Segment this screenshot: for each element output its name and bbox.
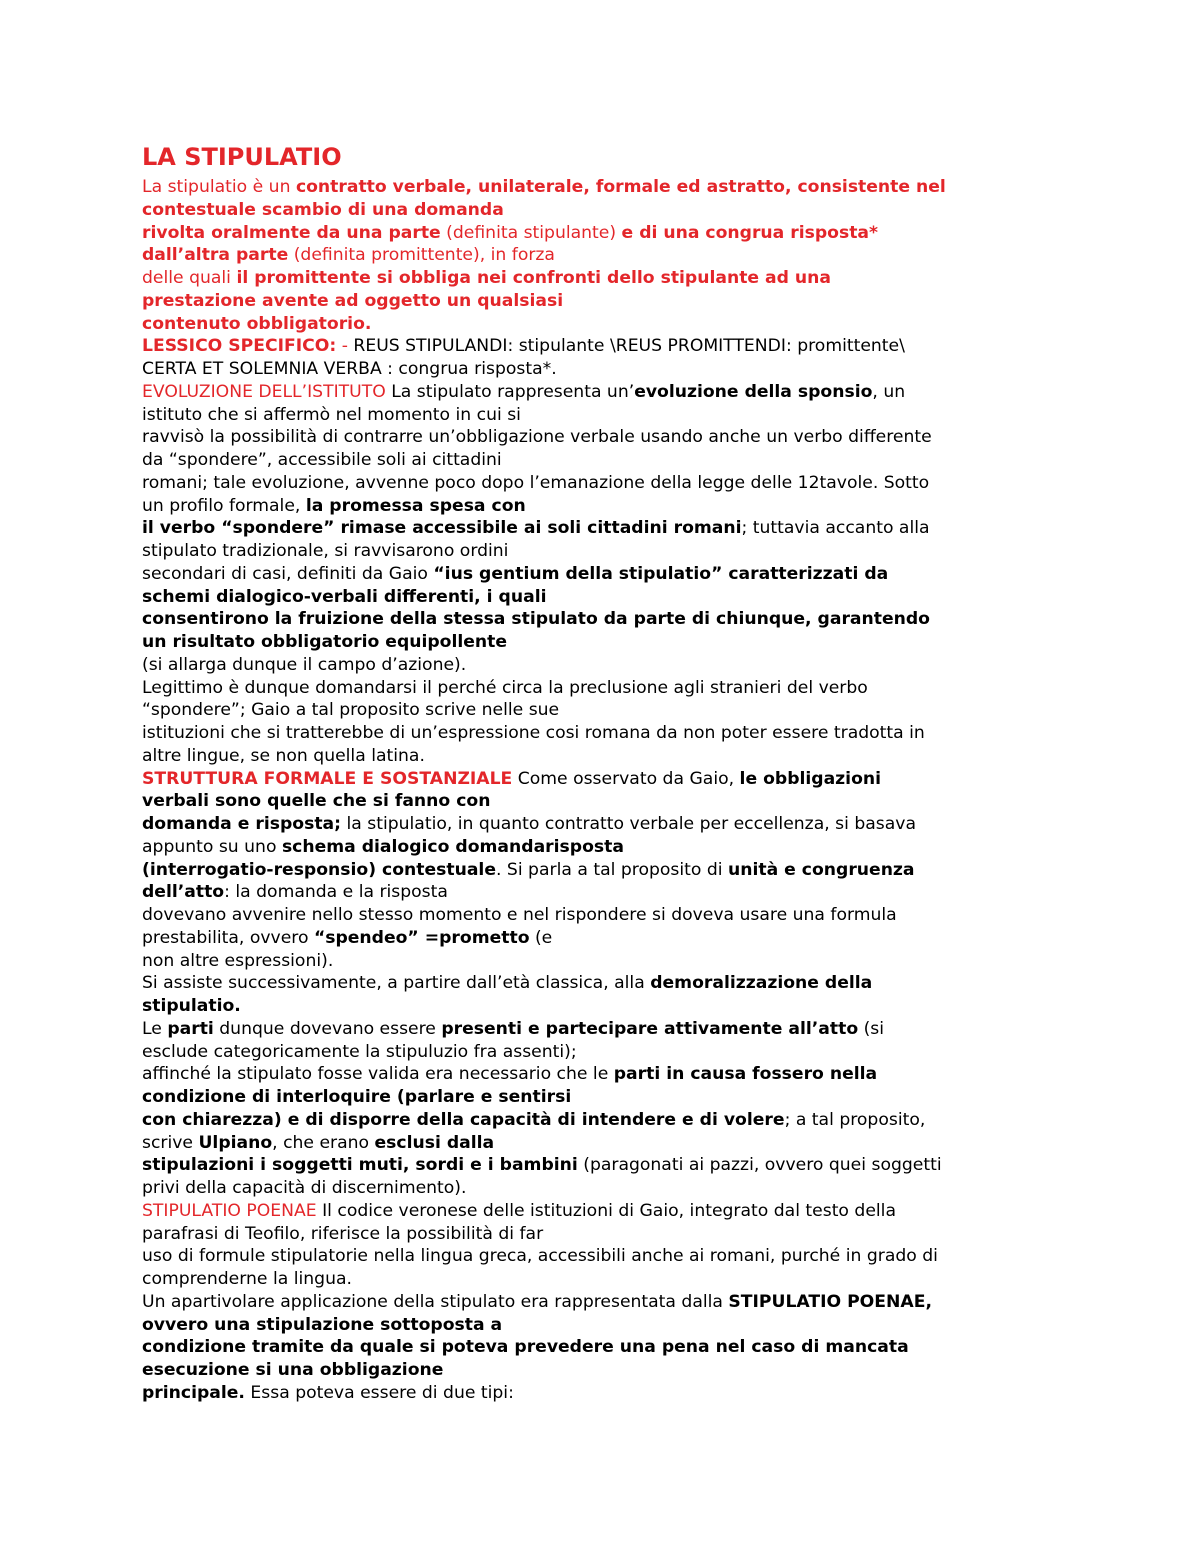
text-line <box>142 1245 1062 1268</box>
text-line <box>142 517 1062 540</box>
text-line <box>142 222 1062 245</box>
document-body <box>142 142 1062 1405</box>
text-run: ovvero una stipulazione sottoposta a <box>142 1314 503 1335</box>
text-run: Si assiste successivamente, a partire dall’età classica, alla <box>142 973 651 994</box>
text-line <box>142 1291 1062 1314</box>
text-run: privi della capacità di discernimento). <box>142 1178 467 1198</box>
text-line <box>142 313 1062 336</box>
text-run: il verbo “spondere” rimase accessibile ai soli cittadini romani <box>142 518 742 539</box>
text-run: (paragonati ai pazzi, ovvero quei soggetti <box>577 1155 942 1176</box>
text-run: affinché la stipulato fosse valida era necessario che le <box>142 1064 614 1085</box>
text-run: condizione tramite da quale si poteva prevedere una pena nel caso di mancata <box>142 1337 909 1358</box>
text-run: il promittente si obbliga nei confronti dello stipulante ad una <box>236 268 832 288</box>
text-line <box>142 1359 1062 1382</box>
text-run: principale. <box>142 1382 245 1403</box>
text-line <box>142 1177 1062 1200</box>
text-run: Essa poteva essere di due tipi: <box>244 1382 514 1403</box>
text-line <box>142 472 1062 495</box>
text-line <box>142 495 1062 518</box>
text-run: parafrasi di Teofilo, riferisce la possibilità di far <box>142 1223 544 1244</box>
text-line <box>142 972 1062 995</box>
text-run: da “spondere”, accessibile soli ai cittadini <box>142 450 502 470</box>
text-line <box>142 358 1062 381</box>
text-line <box>142 335 1062 358</box>
text-run: - <box>336 336 354 357</box>
text-run: STIPULATIO POENAE, <box>728 1291 932 1312</box>
text-run: la stipulatio, in quanto contratto verbale per eccellenza, si basava <box>341 814 916 834</box>
text-run: uso di formule stipulatorie nella lingua greca, accessibili anche ai romani, purché in grado di <box>142 1246 938 1267</box>
text-run: Un apartivolare applicazione della stipulato era rappresentata dalla <box>142 1291 729 1312</box>
text-run: STIPULATIO POENAE <box>142 1200 317 1221</box>
text-run: comprenderne la lingua. <box>142 1269 352 1289</box>
text-run: CERTA ET SOLEMNIA VERBA : congrua risposta*. <box>142 359 557 379</box>
text-line <box>142 631 1062 654</box>
text-run: STRUTTURA FORMALE E SOSTANZIALE <box>142 768 513 789</box>
text-run: esclude categoricamente la stipuluzio fra assenti); <box>142 1041 577 1062</box>
text-run: prestazione avente ad oggetto un qualsiasi <box>142 290 564 311</box>
text-run: appunto su uno <box>142 836 282 857</box>
text-run: Il codice veronese delle istituzioni di Gaio, integrato dal testo della <box>316 1200 896 1221</box>
text-line <box>142 1154 1062 1177</box>
text-run: (si allarga dunque il campo d’azione). <box>142 654 467 675</box>
text-line <box>142 1041 1062 1064</box>
text-run: LESSICO SPECIFICO: <box>142 336 337 357</box>
text-run: un profilo formale, <box>142 495 306 516</box>
text-line <box>142 790 1062 813</box>
text-run: condizione di interloquire (parlare e sentirsi <box>142 1087 572 1107</box>
text-run: “ius gentium della stipulatio” caratterizzati da <box>433 563 889 584</box>
text-line <box>142 586 1062 609</box>
text-line <box>142 449 1062 472</box>
text-line <box>142 244 1062 267</box>
text-line <box>142 950 1062 973</box>
text-line <box>142 199 1062 222</box>
text-run: , un <box>872 381 906 402</box>
text-run: “spondere”; Gaio a tal proposito scrive nelle sue <box>142 700 560 721</box>
text-run: stipulazioni i soggetti muti, sordi e i bambini <box>142 1155 578 1176</box>
text-line <box>142 290 1062 313</box>
text-run: unità e congruenza <box>727 859 915 880</box>
text-line <box>142 1018 1062 1041</box>
text-line <box>142 426 1062 449</box>
text-run: non altre espressioni). <box>142 950 334 971</box>
text-run: REUS STIPULANDI: stipulante \REUS PROMITTENDI: promittente\ <box>353 336 905 357</box>
text-line <box>142 1132 1062 1155</box>
text-line <box>142 768 1062 791</box>
text-run: La stipulato rappresenta un’ <box>385 381 635 402</box>
text-run: presenti e partecipare attivamente all’atto <box>441 1018 859 1039</box>
text-run: e di una congrua risposta* <box>621 222 878 243</box>
text-line <box>142 1223 1062 1246</box>
text-run: stipulatio. <box>142 996 241 1016</box>
text-run: delle quali <box>142 268 237 288</box>
text-run: rivolta oralmente da una parte <box>142 222 441 243</box>
text-run: Legittimo è dunque domandarsi il perché circa la preclusione agli stranieri del verbo <box>142 677 868 698</box>
text-run: (si <box>858 1018 885 1039</box>
text-line <box>142 745 1062 768</box>
text-run: secondari di casi, definiti da Gaio <box>142 563 434 584</box>
text-run: dunque dovevano essere <box>213 1018 442 1039</box>
text-run: contratto verbale, unilaterale, formale ed astratto, consistente nel <box>295 177 946 197</box>
text-run: scrive <box>142 1132 199 1153</box>
text-run: istituzioni che si tratterebbe di un’espressione cosi romana da non poter essere tradotta in <box>142 723 925 743</box>
text-line <box>142 540 1062 563</box>
text-run: dall’altra parte <box>142 245 289 266</box>
text-run: Come osservato da Gaio, <box>512 768 740 789</box>
text-run: verbali sono quelle che si fanno con <box>142 791 491 812</box>
text-run: dell’atto <box>142 882 225 903</box>
text-run: stipulato tradizionale, si ravvisarono ordini <box>142 541 509 561</box>
text-line <box>142 1063 1062 1086</box>
text-line <box>142 1086 1062 1109</box>
text-run: EVOLUZIONE DELL’ISTITUTO <box>142 381 386 402</box>
text-run: evoluzione della sponsio <box>634 381 873 402</box>
text-line <box>142 722 1062 745</box>
text-line <box>142 859 1062 882</box>
text-run: schemi dialogico-verbali differenti, i quali <box>142 586 547 607</box>
text-line <box>142 1109 1062 1132</box>
text-line <box>142 381 1062 404</box>
text-run: schema dialogico domandarisposta <box>281 836 624 857</box>
text-line <box>142 267 1062 290</box>
text-run: domanda e risposta; <box>142 814 342 834</box>
text-run: parti in causa fossero nella <box>613 1064 878 1085</box>
text-line <box>142 881 1062 904</box>
text-run: prestabilita, ovvero <box>142 927 314 948</box>
text-line <box>142 813 1062 836</box>
text-run: consentirono la fruizione della stessa stipulato da parte di chiunque, garantendo <box>142 609 930 630</box>
text-line <box>142 608 1062 631</box>
text-line <box>142 927 1062 950</box>
text-run: : la domanda e la risposta <box>224 882 448 903</box>
text-run: La stipulatio è un <box>142 177 296 197</box>
text-line <box>142 1336 1062 1359</box>
text-line <box>142 176 1062 199</box>
text-line <box>142 904 1062 927</box>
text-run: Le <box>142 1018 168 1039</box>
text-run: (e <box>529 927 553 948</box>
text-run: dovevano avvenire nello stesso momento e nel rispondere si doveva usare una formula <box>142 905 897 925</box>
text-line <box>142 699 1062 722</box>
text-run: , che erano <box>272 1132 375 1153</box>
text-run: le obbligazioni <box>739 768 882 789</box>
text-run: (definita promittente), in forza <box>288 245 555 266</box>
text-line <box>142 654 1062 677</box>
text-run: “spendeo” =prometto <box>313 927 530 948</box>
text-run: con chiarezza) e di disporre della capacità di intendere e di volere <box>142 1109 785 1130</box>
document-title: LA STIPULATIO <box>142 143 342 171</box>
text-run: la promessa spesa con <box>305 495 526 516</box>
text-line <box>142 677 1062 700</box>
text-run: istituto che si affermò nel momento in cui si <box>142 404 521 425</box>
paragraph-lines <box>142 176 1062 1405</box>
text-run: . Si parla a tal proposito di <box>495 859 728 880</box>
text-line <box>142 563 1062 586</box>
text-line <box>142 1268 1062 1291</box>
text-run: contestuale scambio di una domanda <box>142 199 504 220</box>
text-line <box>142 1382 1062 1405</box>
text-run: romani; tale evoluzione, avvenne poco dopo l’emanazione della legge delle 12tavole. Sotto <box>142 472 930 493</box>
text-line <box>142 1314 1062 1337</box>
text-run: ; a tal proposito, <box>784 1109 926 1130</box>
text-run: ravvisò la possibilità di contrarre un’obbligazione verbale usando anche un verbo differente <box>142 427 932 448</box>
text-run: (interrogatio-responsio) contestuale <box>142 859 496 880</box>
text-line <box>142 995 1062 1018</box>
text-run: contenuto obbligatorio. <box>142 313 372 334</box>
text-run: (definita stipulante) <box>440 222 622 243</box>
text-run: altre lingue, se non quella latina. <box>142 745 425 766</box>
text-run: esecuzione si una obbligazione <box>142 1360 444 1380</box>
text-line <box>142 836 1062 859</box>
text-line <box>142 404 1062 427</box>
text-line <box>142 1200 1062 1223</box>
text-run: demoralizzazione della <box>650 973 873 994</box>
text-run: un risultato obbligatorio equipollente <box>142 632 508 652</box>
text-run: ; tuttavia accanto alla <box>741 518 930 539</box>
text-run: parti <box>167 1018 214 1039</box>
text-run: esclusi dalla <box>374 1132 495 1153</box>
text-run: Ulpiano <box>198 1132 273 1153</box>
